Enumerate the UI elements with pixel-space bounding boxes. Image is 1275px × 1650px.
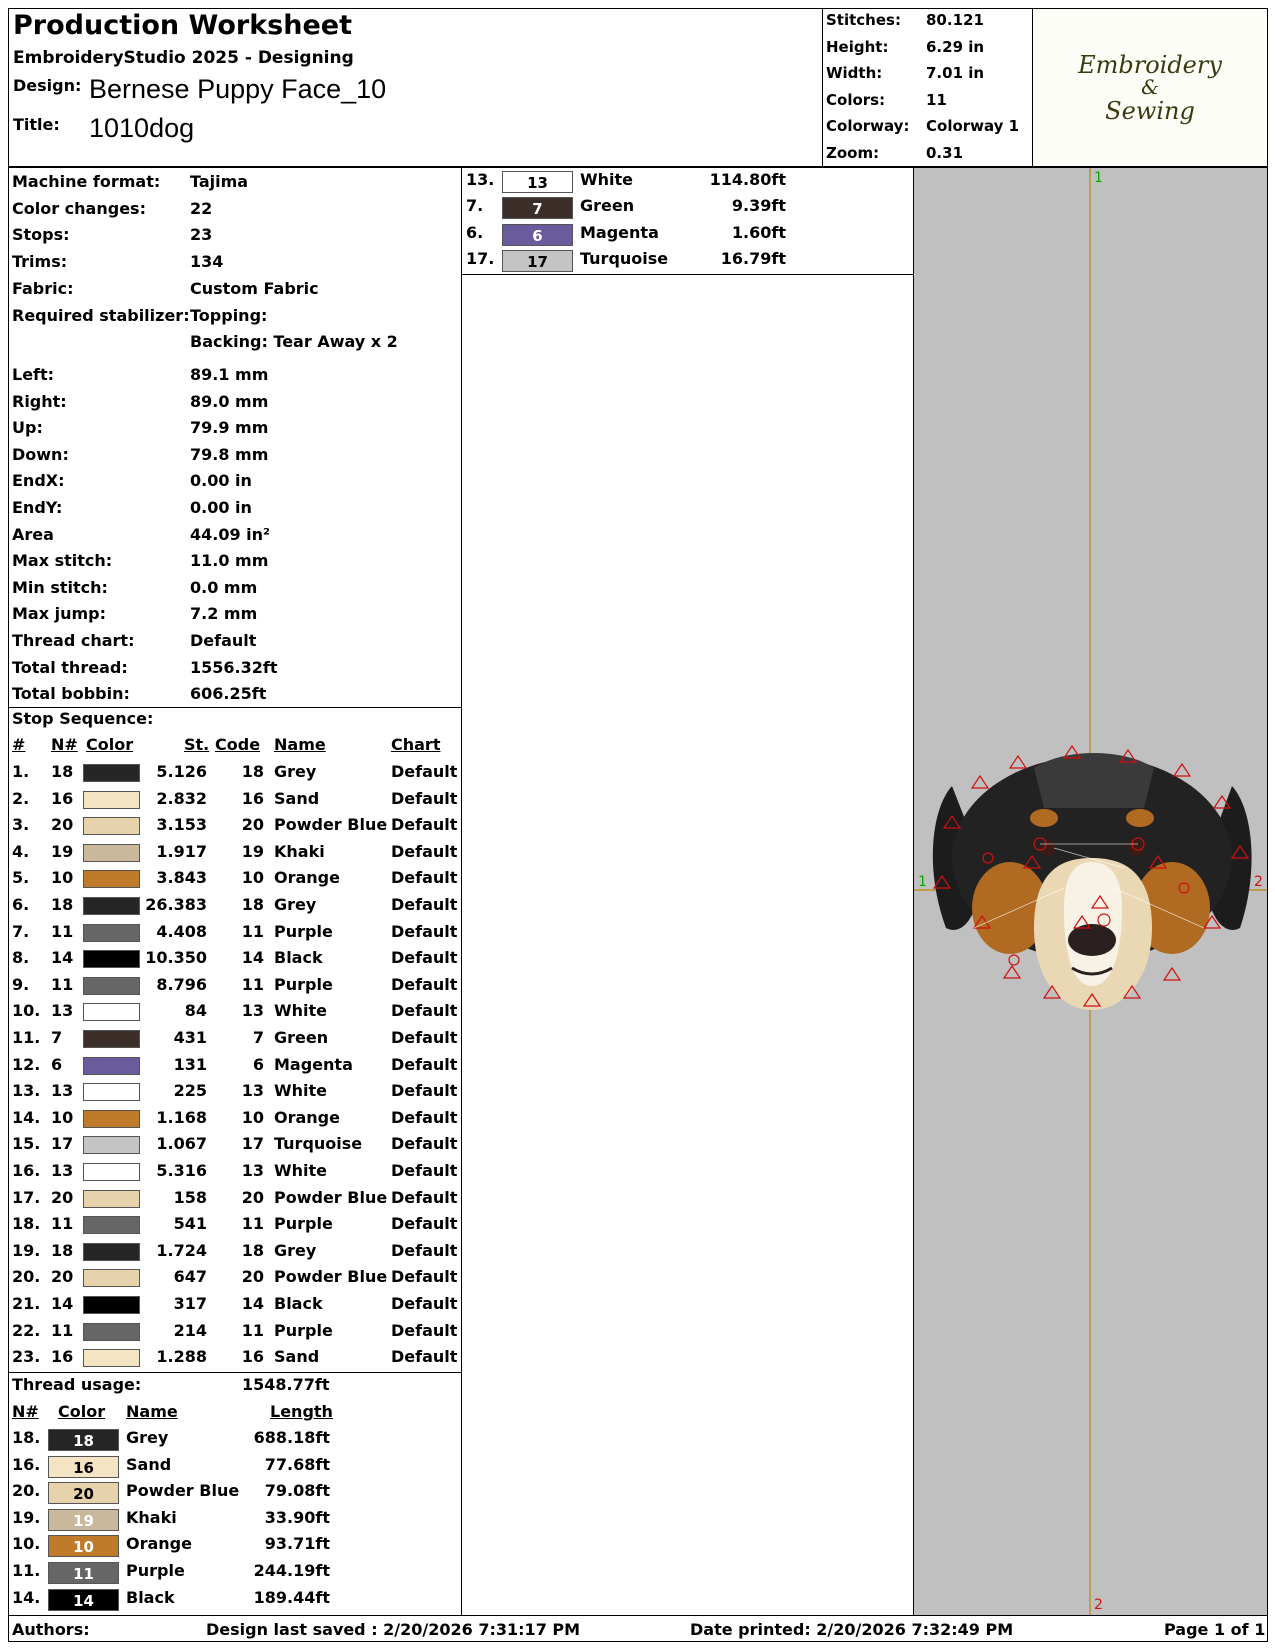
dimension-label: Min stitch: <box>12 577 108 597</box>
stop-header-code: Code <box>215 735 261 754</box>
stop-n: 11 <box>51 1214 74 1234</box>
thread-name: Black <box>126 1587 175 1607</box>
summary-label: Colorway: <box>826 117 910 135</box>
color-swatch <box>83 1323 140 1341</box>
color-swatch <box>83 1083 140 1101</box>
stop-chart: Default <box>391 921 458 941</box>
thread-usage-divider <box>8 1372 462 1373</box>
footer-saved: Design last saved : 2/20/2026 7:31:17 PM <box>206 1620 581 1639</box>
stop-chart: Default <box>391 1161 458 1180</box>
stop-stitches: 1.067 <box>156 1134 207 1154</box>
thread-color-swatch: 14 <box>48 1589 119 1611</box>
stop-n: 14 <box>51 1294 74 1313</box>
stop-n: 20 <box>51 815 74 835</box>
stop-stitches: 26.383 <box>145 895 207 914</box>
stop-n: 14 <box>51 948 74 968</box>
stop-chart: Default <box>391 1134 458 1154</box>
thread-length: 16.79ft <box>720 248 786 268</box>
stop-seq-divider <box>8 707 462 708</box>
stop-code: 6 <box>252 1054 264 1074</box>
thread-num: 13. <box>466 170 495 189</box>
color-swatch <box>83 897 140 915</box>
thread-num: 19. <box>12 1507 41 1527</box>
stop-num: 15. <box>12 1134 41 1154</box>
stop-name: Purple <box>274 974 333 994</box>
thread-color-swatch: 13 <box>502 171 573 193</box>
marker-top: 1 <box>1094 170 1103 186</box>
stop-chart: Default <box>391 1107 458 1127</box>
stop-header-num: # <box>12 735 26 754</box>
stop-name: Grey <box>274 1240 317 1260</box>
thread-length: 1.60ft <box>731 222 786 242</box>
stop-num: 3. <box>12 815 30 835</box>
footer-divider <box>8 1615 1268 1616</box>
stop-n: 20 <box>51 1267 74 1287</box>
stop-name: Powder Blue <box>274 1187 388 1207</box>
property-label: Stops: <box>12 225 70 245</box>
stop-name: White <box>274 1001 328 1021</box>
stop-num: 18. <box>12 1214 41 1234</box>
thread-num: 10. <box>12 1534 41 1554</box>
thread-name: Green <box>580 196 635 216</box>
stop-stitches: 3.843 <box>156 868 207 888</box>
stop-chart: Default <box>391 815 458 835</box>
thread-num: 17. <box>466 248 495 268</box>
software-name: EmbroideryStudio 2025 - Designing <box>13 48 354 68</box>
thread-length: 33.90ft <box>264 1507 330 1527</box>
title-value: 1010dog <box>89 113 195 143</box>
frame-bottom <box>8 1641 1268 1642</box>
summary-label: Width: <box>826 64 883 82</box>
stop-n: 19 <box>51 841 74 861</box>
property-label: Trims: <box>12 252 68 272</box>
stop-chart: Default <box>391 788 458 808</box>
logo <box>1033 9 1267 166</box>
thread-length: 79.08ft <box>264 1481 330 1501</box>
thread-num: 16. <box>12 1454 41 1474</box>
stop-name: Grey <box>274 895 317 914</box>
stop-chart: Default <box>391 1320 458 1340</box>
thread-usage-label: Thread usage: <box>12 1375 142 1394</box>
thread-name: Turquoise <box>580 248 669 268</box>
dimension-value: 11.0 mm <box>190 551 269 571</box>
stop-n: 18 <box>51 762 74 781</box>
stop-num: 11. <box>12 1028 41 1047</box>
dimension-value: 89.0 mm <box>190 391 269 411</box>
stop-name: Orange <box>274 1107 340 1127</box>
property-value: 134 <box>190 252 224 272</box>
design-value: Bernese Puppy Face_10 <box>89 74 387 104</box>
summary-divider <box>822 8 823 167</box>
frame-right <box>1267 8 1268 1642</box>
color-swatch <box>83 1296 140 1314</box>
stop-stitches: 84 <box>184 1001 207 1021</box>
thread-length: 93.71ft <box>264 1534 330 1554</box>
stop-stitches: 214 <box>173 1320 207 1340</box>
stop-name: White <box>274 1081 328 1101</box>
stop-code: 11 <box>241 1214 264 1234</box>
property-value: Backing: Tear Away x 2 <box>190 332 398 352</box>
stop-num: 9. <box>12 974 30 994</box>
stop-name: Powder Blue <box>274 1267 388 1287</box>
dimension-label: Area <box>12 524 54 544</box>
thread-num: 18. <box>12 1428 41 1447</box>
stop-num: 21. <box>12 1294 41 1313</box>
summary-value: 80.121 <box>926 11 984 29</box>
summary-value: 11 <box>926 90 947 109</box>
thread-color-swatch: 19 <box>48 1509 119 1531</box>
dimension-label: Up: <box>12 418 43 438</box>
stop-name: Green <box>274 1028 329 1047</box>
stop-chart: Default <box>391 762 458 781</box>
color-swatch <box>83 1110 140 1128</box>
thread-name: Magenta <box>580 222 659 242</box>
logo-line2: & <box>1141 75 1159 99</box>
stop-code: 14 <box>241 948 264 968</box>
design-label: Design: <box>13 76 82 95</box>
mid-table-divider <box>461 274 914 275</box>
color-swatch <box>83 870 140 888</box>
thread-color-swatch: 7 <box>502 197 573 219</box>
color-swatch <box>83 817 140 835</box>
marker-right: 2 <box>1254 874 1263 890</box>
property-value: Tajima <box>190 172 249 191</box>
color-swatch <box>83 1003 140 1021</box>
stop-header-name: Name <box>274 735 326 754</box>
stop-stitches: 1.917 <box>156 841 207 861</box>
dimension-label: EndY: <box>12 498 63 517</box>
stop-code: 11 <box>241 1320 264 1340</box>
thread-num: 7. <box>466 196 484 216</box>
thread-header-n: N# <box>12 1402 39 1421</box>
stop-chart: Default <box>391 1214 458 1234</box>
footer-page: Page 1 of 1 <box>1164 1620 1266 1639</box>
thread-header-length: Length <box>270 1402 333 1421</box>
thread-length: 189.44ft <box>253 1587 330 1607</box>
color-swatch <box>83 1163 140 1181</box>
stop-name: Black <box>274 948 323 968</box>
color-swatch <box>83 977 140 995</box>
stop-name: Khaki <box>274 841 325 861</box>
color-swatch <box>83 1349 140 1367</box>
color-swatch <box>83 1057 140 1075</box>
dimension-value: 44.09 in² <box>190 524 271 544</box>
stop-stitches: 225 <box>173 1081 207 1101</box>
summary-label: Colors: <box>826 90 886 109</box>
stop-code: 13 <box>241 1081 264 1101</box>
stop-chart: Default <box>391 948 458 968</box>
stop-num: 17. <box>12 1187 41 1207</box>
summary-value: 7.01 in <box>926 64 985 82</box>
dimension-label: Down: <box>12 444 69 464</box>
stop-num: 1. <box>12 762 30 781</box>
color-swatch <box>83 1216 140 1234</box>
stop-stitches: 647 <box>173 1267 207 1287</box>
thread-header-color: Color <box>58 1402 106 1421</box>
thread-name: Powder Blue <box>126 1481 240 1501</box>
frame-left <box>8 8 9 1642</box>
color-swatch <box>83 1243 140 1261</box>
design-preview <box>914 168 1267 1615</box>
stop-num: 22. <box>12 1320 41 1340</box>
thread-color-swatch: 6 <box>502 224 573 246</box>
stop-name: Black <box>274 1294 323 1313</box>
stop-stitches: 5.316 <box>156 1161 207 1180</box>
thread-usage-total: 1548.77ft <box>242 1375 330 1394</box>
stop-code: 19 <box>241 841 264 861</box>
stop-stitches: 10.350 <box>145 948 207 968</box>
stop-chart: Default <box>391 974 458 994</box>
property-label: Machine format: <box>12 172 161 191</box>
dimension-label: Thread chart: <box>12 631 135 650</box>
stop-chart: Default <box>391 1028 458 1047</box>
stop-n: 16 <box>51 788 74 808</box>
thread-color-swatch: 17 <box>502 250 573 272</box>
stop-code: 18 <box>241 895 264 914</box>
stop-stitches: 541 <box>173 1214 207 1234</box>
color-swatch <box>83 950 140 968</box>
thread-color-swatch: 10 <box>48 1535 119 1557</box>
dimension-value: 79.8 mm <box>190 444 269 464</box>
stop-code: 13 <box>241 1001 264 1021</box>
stop-name: Magenta <box>274 1054 353 1074</box>
thread-name: Sand <box>126 1454 172 1474</box>
footer-printed: Date printed: 2/20/2026 7:32:49 PM <box>690 1620 1014 1639</box>
stop-num: 7. <box>12 921 30 941</box>
stop-code: 10 <box>241 868 264 888</box>
property-value: 22 <box>190 198 213 218</box>
page-title: Production Worksheet <box>13 10 353 41</box>
stop-n: 11 <box>51 974 74 994</box>
stop-n: 18 <box>51 895 74 914</box>
stop-n: 11 <box>51 1320 74 1340</box>
left-col-divider <box>461 167 462 1616</box>
stop-code: 11 <box>241 974 264 994</box>
stop-n: 17 <box>51 1134 74 1154</box>
logo-line3: Sewing <box>1105 97 1195 125</box>
stop-stitches: 317 <box>173 1294 207 1313</box>
color-swatch <box>83 1269 140 1287</box>
color-swatch <box>83 791 140 809</box>
stop-n: 13 <box>51 1001 74 1021</box>
preview-canvas <box>914 168 1267 1615</box>
stop-code: 11 <box>241 921 264 941</box>
footer-authors: Authors: <box>12 1620 90 1639</box>
title-label: Title: <box>13 115 60 134</box>
thread-length: 688.18ft <box>253 1428 330 1447</box>
stop-name: Sand <box>274 788 320 808</box>
dimension-value: 7.2 mm <box>190 604 258 624</box>
dimension-value: 0.00 in <box>190 498 252 517</box>
stop-code: 20 <box>241 1267 264 1287</box>
dimension-value: 89.1 mm <box>190 365 269 384</box>
stop-num: 2. <box>12 788 30 808</box>
thread-length: 9.39ft <box>731 196 786 216</box>
property-value: Custom Fabric <box>190 278 319 298</box>
stop-stitches: 431 <box>173 1028 207 1047</box>
stop-num: 13. <box>12 1081 41 1101</box>
thread-num: 11. <box>12 1561 41 1580</box>
stop-code: 16 <box>241 788 264 808</box>
logo-line1: Embroidery <box>1078 51 1222 79</box>
thread-length: 77.68ft <box>264 1454 330 1474</box>
stop-name: Orange <box>274 868 340 888</box>
color-swatch <box>83 1030 140 1048</box>
thread-length: 114.80ft <box>709 170 786 189</box>
dimension-value: 0.0 mm <box>190 577 258 597</box>
thread-header-name: Name <box>126 1402 178 1421</box>
stop-n: 6 <box>51 1054 63 1074</box>
thread-length: 244.19ft <box>253 1561 330 1580</box>
stop-num: 5. <box>12 868 30 888</box>
stop-code: 18 <box>241 1240 264 1260</box>
thread-name: White <box>580 170 634 189</box>
stop-stitches: 1.288 <box>156 1347 207 1367</box>
dimension-value: 0.00 in <box>190 471 252 491</box>
stop-name: Purple <box>274 1320 333 1340</box>
thread-color-swatch: 16 <box>48 1456 119 1478</box>
stop-n: 11 <box>51 921 74 941</box>
stop-code: 16 <box>241 1347 264 1367</box>
summary-value: 0.31 <box>926 143 964 162</box>
stop-chart: Default <box>391 1001 458 1021</box>
dimension-label: Max stitch: <box>12 551 113 571</box>
stop-num: 14. <box>12 1107 41 1127</box>
stop-stitches: 1.724 <box>156 1240 207 1260</box>
property-value: 23 <box>190 225 213 245</box>
stop-code: 10 <box>241 1107 264 1127</box>
thread-name: Khaki <box>126 1507 177 1527</box>
stop-num: 8. <box>12 948 30 968</box>
stop-code: 13 <box>241 1161 264 1180</box>
stop-chart: Default <box>391 1054 458 1074</box>
thread-num: 6. <box>466 222 484 242</box>
stop-name: Purple <box>274 1214 333 1234</box>
stop-name: White <box>274 1161 328 1180</box>
dimension-label: Total bobbin: <box>12 684 130 704</box>
dimension-label: Max jump: <box>12 604 107 624</box>
stop-name: Sand <box>274 1347 320 1367</box>
stop-chart: Default <box>391 868 458 888</box>
property-label: Fabric: <box>12 278 74 298</box>
thread-color-swatch: 11 <box>48 1562 119 1584</box>
property-label: Color changes: <box>12 198 146 218</box>
stop-code: 20 <box>241 815 264 835</box>
stop-chart: Default <box>391 1081 458 1101</box>
stop-code: 18 <box>241 762 264 781</box>
color-swatch <box>83 1136 140 1154</box>
stop-stitches: 3.153 <box>156 815 207 835</box>
stop-chart: Default <box>391 1267 458 1287</box>
color-swatch <box>83 1190 140 1208</box>
stop-n: 10 <box>51 1107 74 1127</box>
stop-num: 10. <box>12 1001 41 1021</box>
stop-stitches: 131 <box>173 1054 207 1074</box>
stop-n: 18 <box>51 1240 74 1260</box>
stop-header-color: Color <box>86 735 134 754</box>
stop-name: Powder Blue <box>274 815 388 835</box>
color-swatch <box>83 764 140 782</box>
dimension-value: Default <box>190 631 257 650</box>
thread-num: 20. <box>12 1481 41 1501</box>
stop-n: 13 <box>51 1081 74 1101</box>
stop-num: 4. <box>12 841 30 861</box>
summary-value: Colorway 1 <box>926 117 1020 135</box>
stop-n: 16 <box>51 1347 74 1367</box>
stop-num: 6. <box>12 895 30 914</box>
stop-stitches: 8.796 <box>156 974 207 994</box>
stop-header-chart: Chart <box>391 735 441 754</box>
stop-code: 20 <box>241 1187 264 1207</box>
dimension-value: 1556.32ft <box>190 657 278 677</box>
stop-stitches: 5.126 <box>156 762 207 781</box>
stop-code: 17 <box>241 1134 264 1154</box>
thread-color-swatch: 20 <box>48 1482 119 1504</box>
dimension-value: 79.9 mm <box>190 418 269 438</box>
stop-sequence-title: Stop Sequence: <box>12 709 154 728</box>
summary-label: Zoom: <box>826 143 880 162</box>
stop-stitches: 158 <box>173 1187 207 1207</box>
property-label: Required stabilizer: <box>12 305 190 325</box>
dimension-label: EndX: <box>12 471 65 491</box>
stop-n: 7 <box>51 1028 63 1047</box>
stop-stitches: 4.408 <box>156 921 207 941</box>
stop-chart: Default <box>391 841 458 861</box>
stop-stitches: 2.832 <box>156 788 207 808</box>
dimension-value: 606.25ft <box>190 684 267 704</box>
stop-num: 16. <box>12 1161 41 1180</box>
stop-n: 13 <box>51 1161 74 1180</box>
stop-chart: Default <box>391 1294 458 1313</box>
summary-label: Stitches: <box>826 11 901 29</box>
thread-name: Orange <box>126 1534 192 1554</box>
stop-num: 23. <box>12 1347 41 1367</box>
stop-stitches: 1.168 <box>156 1107 207 1127</box>
stop-name: Grey <box>274 762 317 781</box>
stop-num: 19. <box>12 1240 41 1260</box>
dimension-label: Left: <box>12 365 55 384</box>
stop-chart: Default <box>391 1240 458 1260</box>
summary-label: Height: <box>826 37 889 56</box>
dimension-label: Total thread: <box>12 657 128 677</box>
stop-num: 20. <box>12 1267 41 1287</box>
marker-left: 1 <box>918 874 927 890</box>
thread-num: 14. <box>12 1587 41 1607</box>
stop-chart: Default <box>391 1347 458 1367</box>
stop-header-st: St. <box>184 735 210 754</box>
summary-value: 6.29 in <box>926 37 985 56</box>
dimension-label: Right: <box>12 391 67 411</box>
stop-n: 10 <box>51 868 74 888</box>
thread-color-swatch: 18 <box>48 1429 119 1451</box>
thread-name: Purple <box>126 1561 185 1580</box>
stop-n: 20 <box>51 1187 74 1207</box>
color-swatch <box>83 844 140 862</box>
marker-bottom: 2 <box>1094 1597 1103 1613</box>
stop-code: 14 <box>241 1294 264 1313</box>
stop-num: 12. <box>12 1054 41 1074</box>
color-swatch <box>83 924 140 942</box>
stop-chart: Default <box>391 895 458 914</box>
property-value: Topping: <box>190 305 268 325</box>
stop-chart: Default <box>391 1187 458 1207</box>
stop-name: Turquoise <box>274 1134 363 1154</box>
stop-header-n: N# <box>51 735 78 754</box>
thread-name: Grey <box>126 1428 169 1447</box>
stop-code: 7 <box>252 1028 264 1047</box>
stop-name: Purple <box>274 921 333 941</box>
